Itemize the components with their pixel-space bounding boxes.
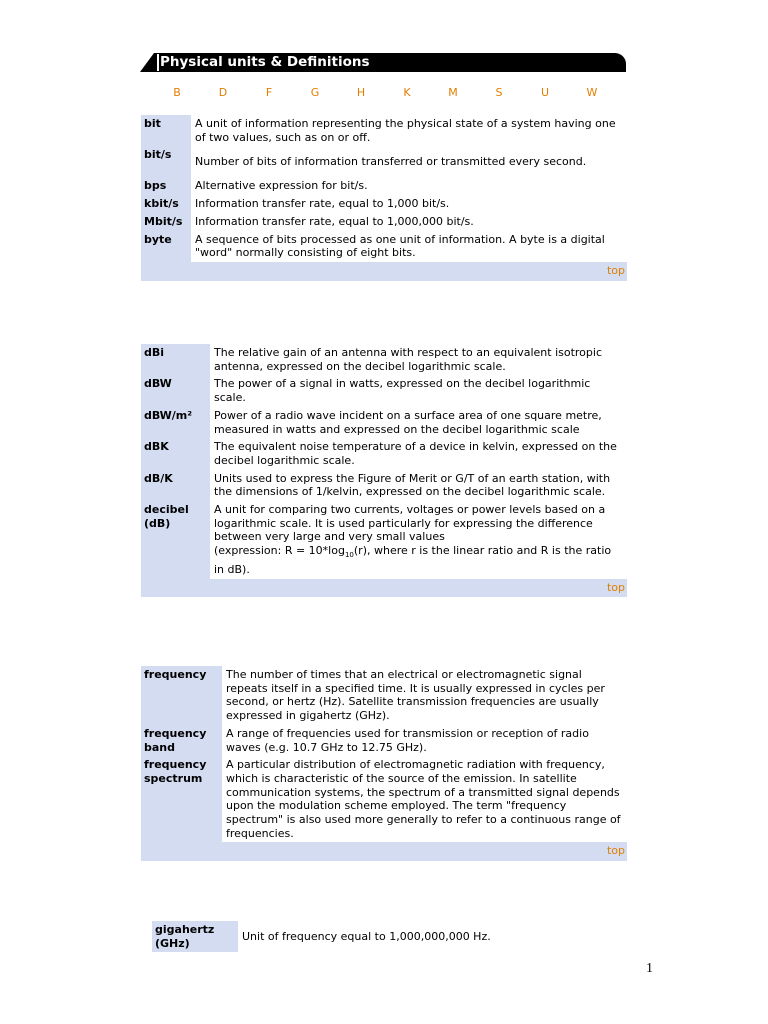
decibel-expression: (expression: $R = 10*\log_{10}(r)$, where r is the linear ratio and R is the ratio in dB). <box>214 544 612 577</box>
glossary-term: frequency <box>141 666 222 725</box>
glossary-definition: Number of bits of information transferred or transmitted every second. <box>191 146 627 177</box>
glossary-table-b <box>141 115 627 281</box>
glossary-row <box>141 666 627 725</box>
glossary-definition <box>210 501 627 579</box>
glossary-row <box>141 375 627 406</box>
glossary-row <box>141 756 627 842</box>
glossary-definition: Power of a radio wave incident on a surface area of one square metre, measured in watts and expressed on the decibel logarithmic scale <box>210 407 627 438</box>
glossary-term: dBW/m² <box>141 407 210 438</box>
glossary-row <box>141 501 627 579</box>
glossary-term: dBK <box>141 438 210 469</box>
letter-link-k[interactable]: K <box>403 86 411 99</box>
glossary-row <box>141 231 627 262</box>
title-bar-divider <box>157 54 159 71</box>
section-title-bar <box>140 53 626 72</box>
glossary-row <box>141 195 627 213</box>
glossary-term: Mbit/s <box>141 213 191 231</box>
glossary-row <box>141 407 627 438</box>
glossary-term: kbit/s <box>141 195 191 213</box>
glossary-definition: The relative gain of an antenna with respect to an equivalent isotropic antenna, expressed on the decibel logarithmic scale. <box>210 344 627 375</box>
letter-link-h[interactable]: H <box>356 86 366 99</box>
letter-link-s[interactable]: S <box>495 86 503 99</box>
glossary-term: dBi <box>141 344 210 375</box>
glossary-definition: Units used to express the Figure of Merit or G/T of an earth station, with the dimensions of 1/kelvin, expressed on the decibel logarithmic scale. <box>210 470 627 501</box>
glossary-term: frequency spectrum <box>141 756 222 842</box>
glossary-definition: Information transfer rate, equal to 1,000 bit/s. <box>191 195 627 213</box>
glossary-definition: The number of times that an electrical or electromagnetic signal repeats itself in a specified time. It is usually expressed in cycles per second, or hertz (Hz). Satellite transmission frequencies are usually expressed in gigahertz (GHz). <box>222 666 627 725</box>
glossary-definition: A sequence of bits processed as one unit of information. A byte is a digital "word" normally consisting of eight bits. <box>191 231 627 262</box>
top-link[interactable]: top <box>606 263 625 277</box>
glossary-table-g <box>152 921 512 952</box>
glossary-term: frequency band <box>141 725 222 756</box>
glossary-definition: Information transfer rate, equal to 1,000,000 bit/s. <box>191 213 627 231</box>
letter-link-f[interactable]: F <box>265 86 273 99</box>
letter-link-b[interactable]: B <box>173 86 181 99</box>
glossary-term: bit/s <box>141 146 191 177</box>
glossary-row <box>141 470 627 501</box>
decibel-definition-text: A unit for comparing two currents, voltages or power levels based on a logarithmic scale. It is used particularly for expressing the difference between very large and very small values <box>214 503 606 544</box>
glossary-term: dBW <box>141 375 210 406</box>
title-bar-notch <box>140 53 154 72</box>
glossary-row <box>141 177 627 195</box>
glossary-term: bit <box>141 115 191 146</box>
glossary-row <box>141 344 627 375</box>
letter-link-d[interactable]: D <box>218 86 228 99</box>
glossary-term: bps <box>141 177 191 195</box>
top-link-row <box>141 579 627 598</box>
page-title: Physical units & Definitions <box>160 54 370 70</box>
glossary-table-d <box>141 344 627 597</box>
page-number: 1 <box>646 961 653 976</box>
top-link-row <box>141 842 627 861</box>
top-link-row <box>141 262 627 281</box>
letter-link-g[interactable]: G <box>310 86 320 99</box>
letter-navigation <box>143 86 626 102</box>
glossary-definition: The power of a signal in watts, expressed on the decibel logarithmic scale. <box>210 375 627 406</box>
glossary-term: decibel (dB) <box>141 501 210 579</box>
glossary-row <box>141 213 627 231</box>
glossary-definition: A unit of information representing the physical state of a system having one of two values, such as on or off. <box>191 115 627 146</box>
glossary-term: byte <box>141 231 191 262</box>
glossary-term: dB/K <box>141 470 210 501</box>
glossary-definition: A particular distribution of electromagnetic radiation with frequency, which is characteristic of the source of the emission. In satellite communication systems, the spectrum of a transmitted signal depends upon the modulation scheme employed. The term "frequency spectrum" is also used more generally to refer to a continuous range of frequencies. <box>222 756 627 842</box>
letter-link-w[interactable]: W <box>586 86 598 99</box>
glossary-term: gigahertz (GHz) <box>152 921 238 952</box>
top-link[interactable]: top <box>606 580 625 594</box>
glossary-table-f <box>141 666 627 861</box>
glossary-row <box>141 146 627 177</box>
glossary-row <box>152 921 512 952</box>
glossary-definition: The equivalent noise temperature of a device in kelvin, expressed on the decibel logarithmic scale. <box>210 438 627 469</box>
glossary-row <box>141 725 627 756</box>
glossary-row <box>141 438 627 469</box>
top-link[interactable]: top <box>606 844 625 858</box>
letter-link-u[interactable]: U <box>540 86 550 99</box>
letter-link-m[interactable]: M <box>448 86 458 99</box>
glossary-row <box>141 115 627 146</box>
glossary-definition: Unit of frequency equal to 1,000,000,000 Hz. <box>238 921 512 952</box>
glossary-definition: A range of frequencies used for transmission or reception of radio waves (e.g. 10.7 GHz to 12.75 GHz). <box>222 725 627 756</box>
glossary-definition: Alternative expression for bit/s. <box>191 177 627 195</box>
